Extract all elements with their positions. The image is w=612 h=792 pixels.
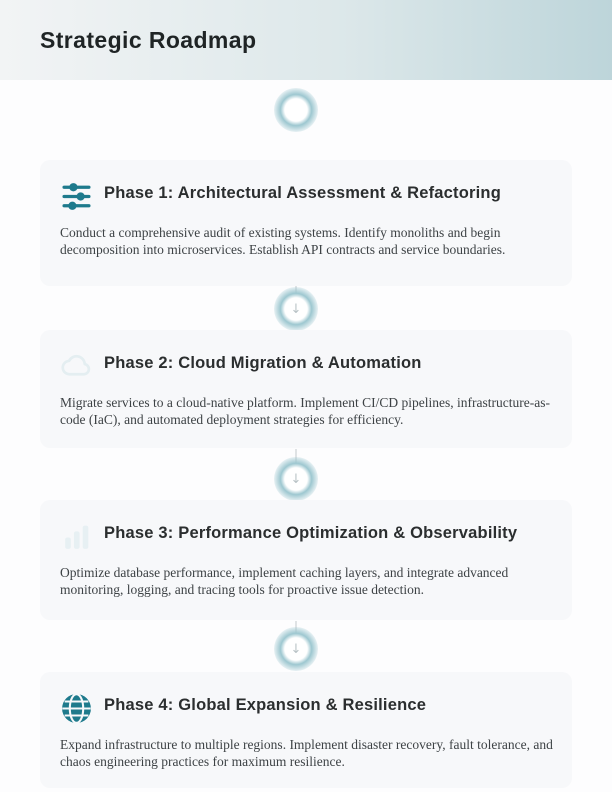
phase-description: Expand infrastructure to multiple regions. Implement disaster recovery, fault tolerance, and chaos engineering practices for maximum resilience. bbox=[60, 737, 553, 769]
globe-icon bbox=[60, 692, 93, 725]
page-header bbox=[0, 0, 612, 80]
phase-card-3 bbox=[40, 500, 572, 620]
phase-title: Phase 2: Cloud Migration & Automation bbox=[104, 354, 422, 372]
phase-card-4 bbox=[40, 672, 572, 788]
phase-description: Conduct a comprehensive audit of existing systems. Identify monoliths and begin decomposition into microservices. Establish API contracts and service boundaries. bbox=[60, 225, 506, 257]
timeline-node-1 bbox=[274, 88, 318, 132]
phase-card-2 bbox=[40, 330, 572, 448]
phase-title: Phase 1: Architectural Assessment & Refactoring bbox=[104, 184, 501, 202]
arrow-down-icon: ↓ bbox=[290, 471, 302, 487]
sliders-icon bbox=[60, 180, 93, 213]
phase-title: Phase 3: Performance Optimization & Observability bbox=[104, 524, 518, 542]
page-title: Strategic Roadmap bbox=[40, 26, 257, 53]
timeline-node-2 bbox=[274, 287, 318, 331]
cloud-icon bbox=[60, 350, 93, 383]
phase-description: Migrate services to a cloud-native platform. Implement CI/CD pipelines, infrastructure-as-code (IaC), and automated deployment strategies for efficiency. bbox=[60, 395, 550, 427]
phase-description: Optimize database performance, implement caching layers, and integrate advanced monitoring, logging, and tracing tools for proactive issue detection. bbox=[60, 565, 509, 597]
phase-title: Phase 4: Global Expansion & Resilience bbox=[104, 696, 427, 714]
timeline-node-3 bbox=[274, 457, 318, 501]
arrow-down-icon: ↓ bbox=[290, 641, 302, 657]
timeline-node-4 bbox=[274, 627, 318, 671]
arrow-down-icon: ↓ bbox=[290, 301, 302, 317]
bar-chart-icon bbox=[60, 520, 93, 553]
phase-card-1 bbox=[40, 160, 572, 286]
